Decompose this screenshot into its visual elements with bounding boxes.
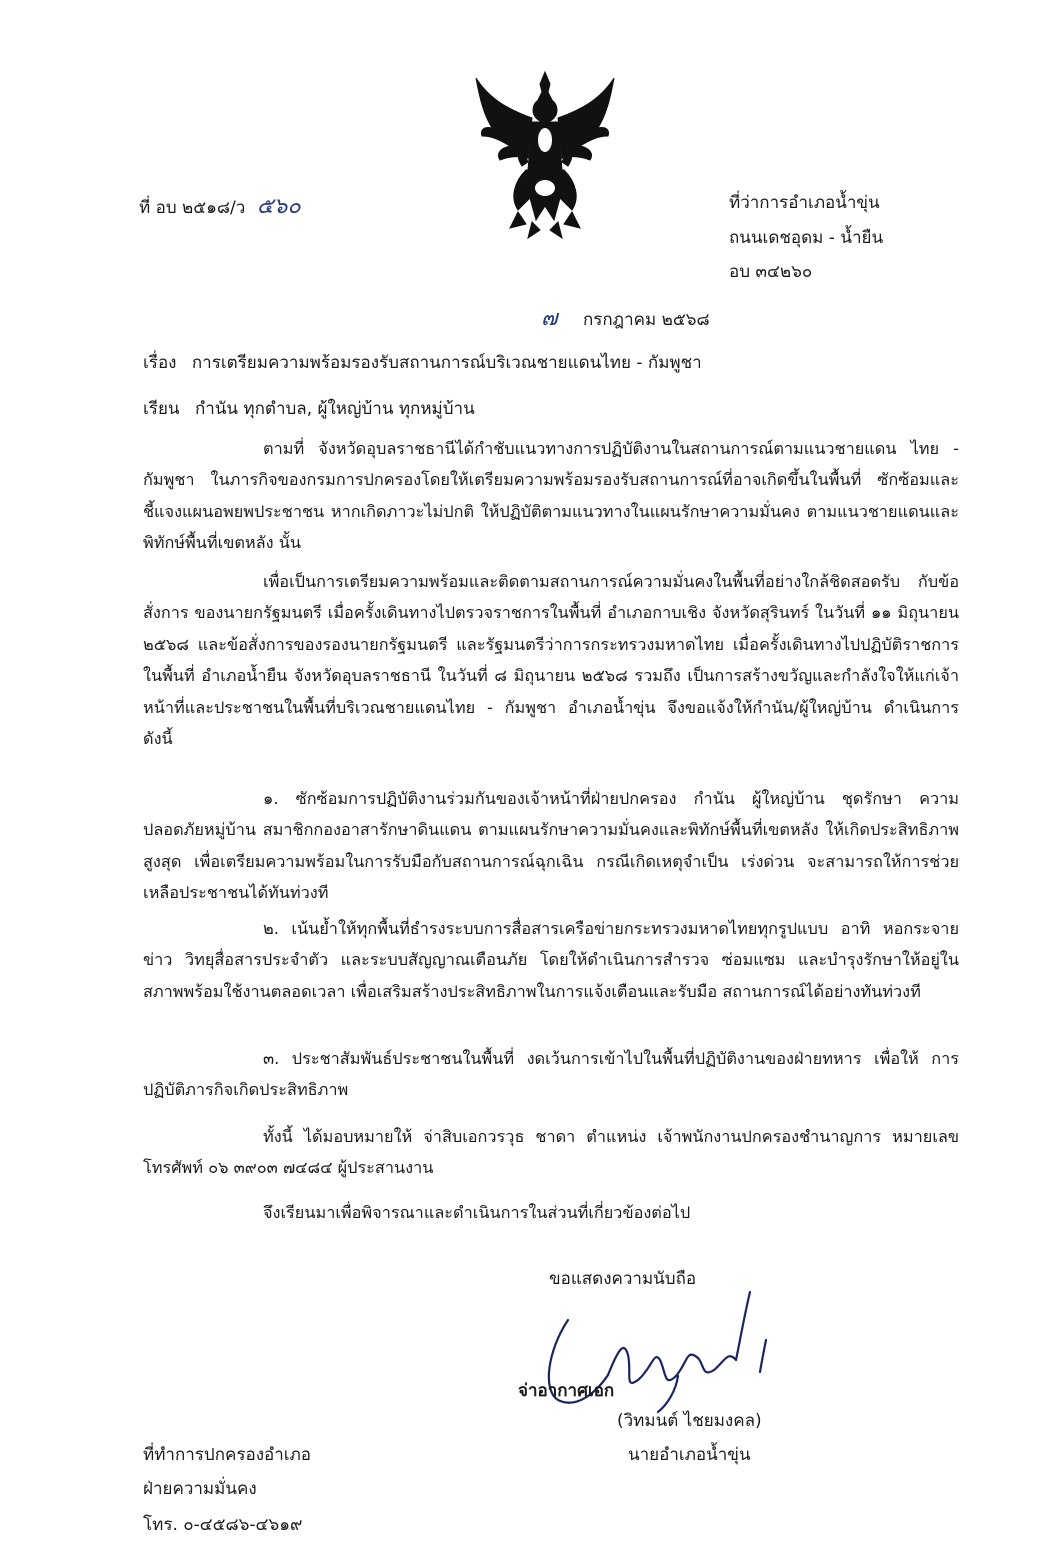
body-paragraph-3: ทั้งนี้ ได้มอบหมายให้ จ่าสิบเอกวรวุธ ชาดา ตำแหน่ง เจ้าพนักงานปกครองชำนาญการ หมายเลขโทรศัพท์ ๐๖ ๓๙๐๓ ๗๔๘๔ ผู้ประสานงาน: [143, 1127, 959, 1178]
office-name: ที่ว่าการอำเภอน้ำขุ่น: [729, 193, 880, 213]
subject-text: การเตรียมความพร้อมรองรับสถานการณ์บริเวณชายแดนไทย - กัมพูชา: [191, 353, 702, 373]
addressee-text: กำนัน ทุกตำบล, ผู้ใหญ่บ้าน ทุกหมู่บ้าน: [194, 399, 475, 419]
body-paragraph-1: ตามที่ จังหวัดอุบลราชธานีได้กำชับแนวทางการปฏิบัติงานในสถานการณ์ตามแนวชายแดน ไทย - กัมพูชา ในภารกิจของกรมการปกครองโดยให้เตรียมความพร้อมรองรับสถานการณ์ที่อาจเกิดขึ้นในพื้นที่ ซักซ้อมและชี้แจงแผนอพยพประชาชน หากเกิดภาวะไม่ปกติ ให้ปฏิบัติตามแนวทางในแผนรักษาความมั่นคง ตามแนวชายแดนและพิทักษ์พื้นที่เขตหลัง นั้น: [143, 439, 959, 553]
signer-rank: จ่าอากาศเอก: [518, 1381, 615, 1401]
footer-division: ฝ่ายความมั่นคง: [143, 1479, 257, 1499]
subject-label: เรื่อง: [143, 353, 177, 373]
footer-phone: โทร. ๐-๔๕๘๖-๔๖๑๙: [143, 1515, 303, 1535]
body-item-3: ๓. ประชาสัมพันธ์ประชาชนในพื้นที่ งดเว้นการเข้าไปในพื้นที่ปฏิบัติงานของฝ่ายทหาร เพื่อให้ การปฏิบัติภารกิจเกิดประสิทธิภาพ: [143, 1049, 959, 1100]
document-date: [541, 308, 710, 331]
reference-number-handwritten: ๕๖๐: [256, 194, 301, 219]
date-month-year: กรกฎาคม ๒๕๖๘: [582, 310, 710, 330]
subject-line: [143, 352, 702, 374]
garuda-emblem-icon: [470, 70, 620, 240]
regards-text: ขอแสดงความนับถือ: [549, 1269, 697, 1289]
signer-name: (วิทมนต์ ไชยมงคล): [617, 1411, 762, 1431]
body-item-1: ๑. ซักซ้อมการปฏิบัติงานร่วมกันของเจ้าหน้าที่ฝ่ายปกครอง กำนัน ผู้ใหญ่บ้าน ชุดรักษา ความปลอดภัยหมู่บ้าน สมาชิกกองอาสารักษาดินแดน ตามแผนรักษาความมั่นคงและพิทักษ์พื้นที่เขตหลัง ให้เกิดประสิทธิภาพสูงสุด เพื่อเตรียมความพร้อมในการรับมือกับสถานการณ์ฉุกเฉิน กรณีเกิดเหตุจำเป็น เร่งด่วน จะสามารถให้การช่วยเหลือประชาชนได้ทันท่วงที: [143, 789, 959, 903]
body-paragraph-2: เพื่อเป็นการเตรียมความพร้อมและติดตามสถานการณ์ความมั่นคงในพื้นที่อย่างใกล้ชิดสอดรับ กับข้อสั่งการ ของนายกรัฐมนตรี เมื่อครั้งเดินทางไปตรวจราชการในพื้นที่ อำเภอกาบเชิง จังหวัดสุรินทร์ ในวันที่ ๑๑ มิถุนายน ๒๕๖๘ และข้อสั่งการของรองนายกรัฐมนตรี และรัฐมนตรีว่าการกระทรวงมหาดไทย เมื่อครั้งเดินทางไปปฏิบัติราชการในพื้นที่ อำเภอน้ำยืน จังหวัดอุบลราชธานี ในวันที่ ๘ มิถุนายน ๒๕๖๘ รวมถึง เป็นการสร้างขวัญและกำลังใจให้แก่เจ้าหน้าที่และประชาชนในพื้นที่บริเวณชายแดนไทย - กัมพูชา อำเภอน้ำขุ่น จึงขอแจ้งให้กำนัน/ผู้ใหญ่บ้าน ดำเนินการ ดังนี้: [143, 572, 959, 749]
addressee-label: เรียน: [143, 399, 180, 419]
body-item-2: ๒. เน้นย้ำให้ทุกพื้นที่ธำรงระบบการสื่อสารเครือข่ายกระทรวงมหาดไทยทุกรูปแบบ อาทิ หอกระจายข่าว วิทยุสื่อสารประจำตัว และระบบสัญญาณเตือนภัย โดยให้ดำเนินการสำรวจ ซ่อมแซม และบำรุงรักษาให้อยู่ในสภาพพร้อมใช้งานตลอดเวลา เพื่อเสริมสร้างประสิทธิภาพในการแจ้งเตือนและรับมือ สถานการณ์ได้อย่างทันท่วงที: [143, 919, 959, 1001]
date-day-handwritten: ๗: [541, 306, 558, 331]
reference-label: ที่ อบ ๒๕๑๘/ว: [139, 198, 246, 218]
office-postcode: อบ ๓๔๒๖๐: [729, 262, 813, 282]
closing-line: จึงเรียนมาเพื่อพิจารณาและดำเนินการในส่วนที่เกี่ยวข้องต่อไป: [263, 1203, 691, 1222]
footer-office: ที่ทำการปกครองอำเภอ: [143, 1445, 312, 1465]
addressee-line: [143, 398, 475, 420]
document-reference: [139, 196, 301, 219]
office-street: ถนนเดชอุดม - น้ำยืน: [729, 228, 884, 248]
signer-position: นายอำเภอน้ำขุ่น: [628, 1445, 751, 1465]
